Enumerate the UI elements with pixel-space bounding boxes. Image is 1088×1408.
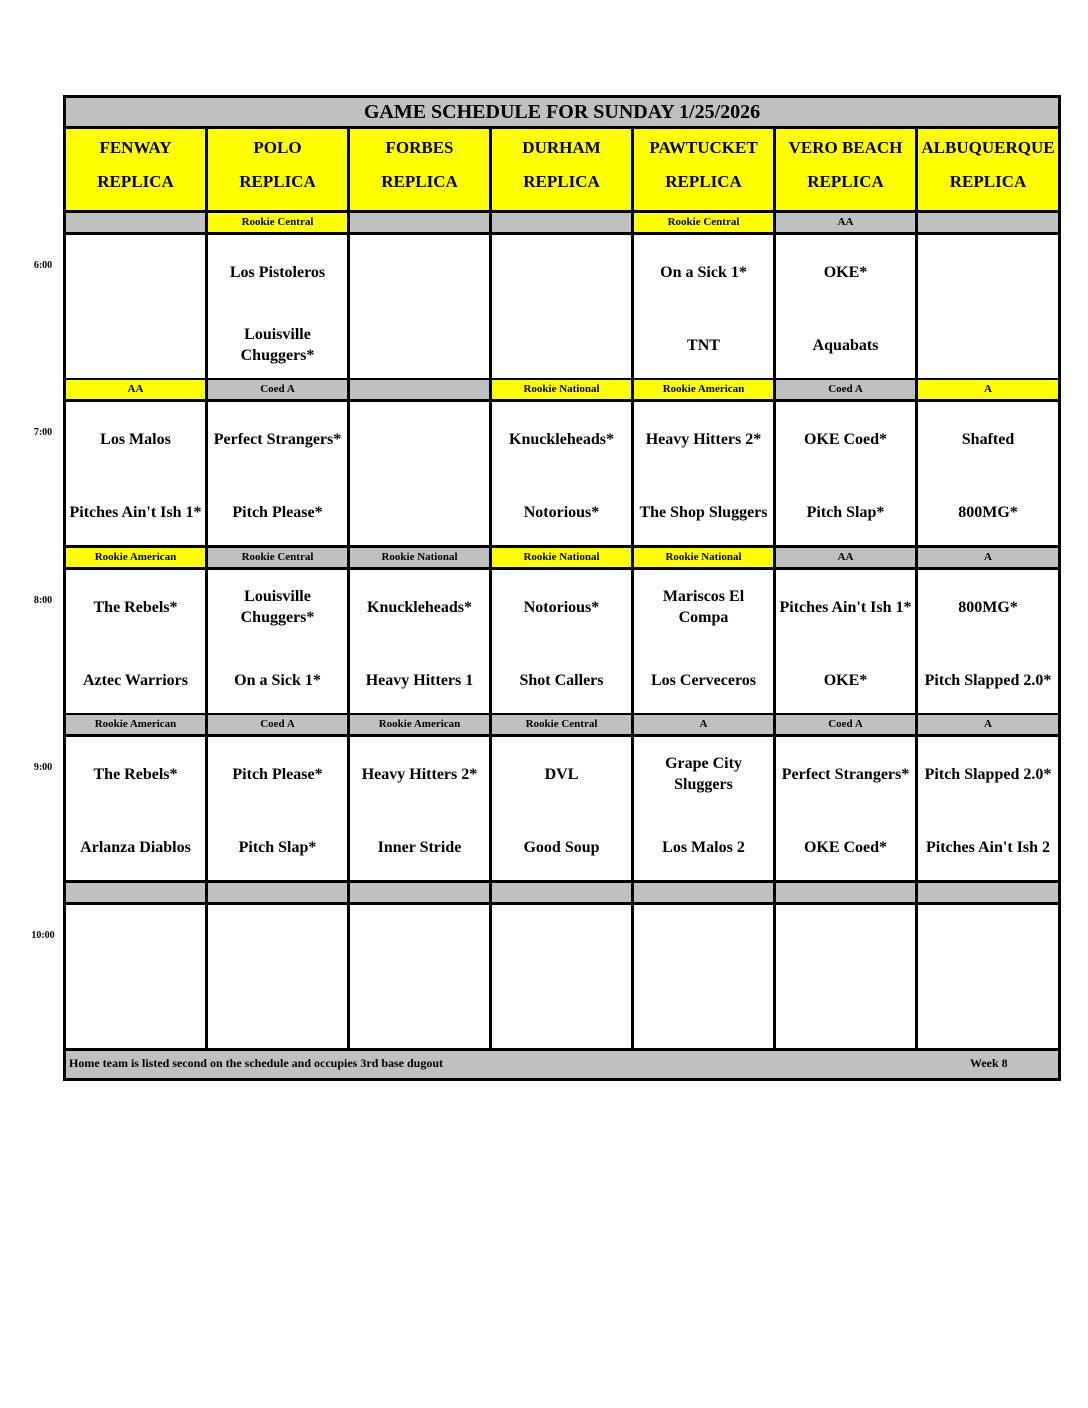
away-team: OKE Coed* [803,430,888,448]
division-label: Rookie American [66,715,208,737]
time-label: 6:00 [33,260,53,271]
division-label [492,213,634,235]
venue-name: FORBES [385,138,454,157]
game-cell [634,402,776,548]
division-label: Rookie Central [208,213,350,235]
home-team [918,985,1058,1045]
game-cell [66,905,208,1051]
away-team [350,409,489,469]
division-label [350,883,492,905]
away-team: Heavy Hitters 2* [361,765,478,783]
game-cell [634,905,776,1051]
game-cell [66,402,208,548]
venue-name: POLO [253,138,302,157]
away-team: OKE* [823,263,868,281]
game-cell [918,402,1058,548]
week-label: Week 8 [970,1056,1008,1070]
time-label: 7:00 [33,427,53,438]
game-cell [776,235,918,381]
venue-subtitle: REPLICA [239,172,316,191]
venue-header [492,129,634,213]
away-team: Los Malos [100,430,171,448]
time-label: 8:00 [33,595,53,606]
division-label: AA [66,380,208,402]
division-label: Rookie National [350,548,492,570]
venue-name: VERO BEACH [788,138,903,157]
game-cell [208,570,350,716]
home-team: Pitch Please* [232,503,323,521]
venue-name: ALBUQUERQUE [921,138,1055,157]
away-team: Pitch Please* [232,765,323,783]
venue-header [350,129,492,213]
home-team [776,985,915,1045]
away-team [918,912,1058,972]
division-label: Rookie American [350,715,492,737]
away-team [918,242,1058,302]
home-team: Aquabats [812,336,879,354]
away-team: 800MG* [958,598,1018,616]
away-team: Grape City Sluggers [665,755,742,793]
division-label [634,883,776,905]
division-label [66,213,208,235]
game-cell [776,402,918,548]
home-team [208,985,347,1045]
home-team: Louisville Chuggers* [240,326,315,364]
away-team: The Rebels* [93,765,178,783]
venue-header [776,129,918,213]
division-label: Rookie National [492,548,634,570]
division-label: Rookie National [634,548,776,570]
division-label: Coed A [776,380,918,402]
away-team [66,242,205,302]
venue-name: FENWAY [99,138,172,157]
game-cell [634,235,776,381]
division-label: Coed A [776,715,918,737]
game-cell [492,570,634,716]
home-team [492,315,631,375]
away-team: Perfect Strangers* [213,430,342,448]
game-cell [918,905,1058,1051]
division-label [350,380,492,402]
home-team [492,985,631,1045]
home-team: Arlanza Diablos [80,838,191,856]
division-label [776,883,918,905]
away-team [776,912,915,972]
home-team [918,315,1058,375]
away-team: DVL [544,765,579,783]
home-team: Pitches Ain't Ish 2 [925,838,1050,856]
division-label [350,213,492,235]
game-cell [350,905,492,1051]
game-cell [918,235,1058,381]
home-team [634,985,773,1045]
division-label: Rookie American [634,380,776,402]
home-team [350,985,489,1045]
game-cell [634,570,776,716]
venue-name: DURHAM [522,138,601,157]
game-cell [776,737,918,883]
schedule-title: GAME SCHEDULE FOR SUNDAY 1/25/2026 [66,98,1058,129]
game-cell [918,737,1058,883]
home-team: Inner Stride [377,838,462,856]
away-team [492,912,631,972]
venue-header [66,129,208,213]
division-label: AA [776,213,918,235]
venue-name: PAWTUCKET [649,138,758,157]
home-team: Pitch Slapped 2.0* [924,671,1052,689]
game-cell [350,402,492,548]
game-cell [492,737,634,883]
division-label: Rookie Central [492,715,634,737]
home-team [66,315,205,375]
game-cell [208,402,350,548]
away-team: Los Pistoleros [229,263,326,281]
home-team: Aztec Warriors [83,671,188,689]
time-label: 10:00 [31,930,55,941]
away-team: Shafted [961,430,1015,448]
away-team: Mariscos El Compa [662,588,745,626]
away-team [66,912,205,972]
game-cell [208,905,350,1051]
away-team: Knuckleheads* [367,598,472,616]
home-team: Los Malos 2 [662,838,745,856]
venue-header [634,129,776,213]
game-cell [208,235,350,381]
home-team: OKE Coed* [803,838,888,856]
away-team: On a Sick 1* [660,263,747,281]
division-label: A [918,548,1058,570]
home-team: Good Soup [523,838,600,856]
venue-header [208,129,350,213]
away-team: Heavy Hitters 2* [645,430,762,448]
division-label: AA [776,548,918,570]
venue-subtitle: REPLICA [381,172,458,191]
game-cell [350,235,492,381]
home-team: The Shop Sluggers [639,503,768,521]
away-team [350,242,489,302]
game-cell [350,570,492,716]
away-team [634,912,773,972]
division-label: Rookie American [66,548,208,570]
game-cell [208,737,350,883]
division-label: Rookie National [492,380,634,402]
away-team [208,912,347,972]
division-label: A [634,715,776,737]
away-team: Pitches Ain't Ish 1* [779,598,912,616]
venue-header [918,129,1058,213]
game-cell [492,402,634,548]
home-team: Pitches Ain't Ish 1* [69,503,202,521]
home-team: Pitch Slap* [806,503,885,521]
home-team: Notorious* [523,503,600,521]
home-team: Shot Callers [519,671,604,689]
game-cell [66,235,208,381]
home-team: TNT [687,336,720,354]
game-cell [66,737,208,883]
division-label: A [918,380,1058,402]
division-label: Coed A [208,380,350,402]
home-team [350,482,489,542]
division-label [66,883,208,905]
game-cell [66,570,208,716]
away-team: Louisville Chuggers* [240,588,315,626]
home-team: On a Sick 1* [234,671,321,689]
game-cell [634,737,776,883]
division-label [492,883,634,905]
away-team [492,242,631,302]
venue-subtitle: REPLICA [665,172,742,191]
home-team: OKE* [823,671,868,689]
division-label: A [918,715,1058,737]
away-team: Pitch Slapped 2.0* [924,765,1052,783]
home-team: Los Cerveceros [651,671,756,689]
game-cell [492,905,634,1051]
schedule-table [63,95,1061,1081]
away-team [350,912,489,972]
division-label [918,883,1058,905]
away-team: Knuckleheads* [509,430,614,448]
away-team: Perfect Strangers* [781,765,910,783]
home-team [66,985,205,1045]
footer-bar [66,1049,1058,1081]
venue-subtitle: REPLICA [97,172,174,191]
footer-note: Home team is listed second on the schedule and occupies 3rd base dugout [69,1056,444,1070]
venue-subtitle: REPLICA [807,172,884,191]
division-label: Rookie Central [634,213,776,235]
game-cell [492,235,634,381]
time-label: 9:00 [33,762,53,773]
game-cell [918,570,1058,716]
game-cell [776,570,918,716]
game-cell [350,737,492,883]
division-label [208,883,350,905]
division-label [918,213,1058,235]
home-team: Heavy Hitters 1 [365,671,474,689]
home-team: Pitch Slap* [238,838,317,856]
home-team: 800MG* [958,503,1018,521]
away-team: Notorious* [523,598,600,616]
home-team [350,315,489,375]
venue-subtitle: REPLICA [523,172,600,191]
division-label: Rookie Central [208,548,350,570]
away-team: The Rebels* [93,598,178,616]
venue-subtitle: REPLICA [949,172,1027,191]
game-cell [776,905,918,1051]
division-label: Coed A [208,715,350,737]
